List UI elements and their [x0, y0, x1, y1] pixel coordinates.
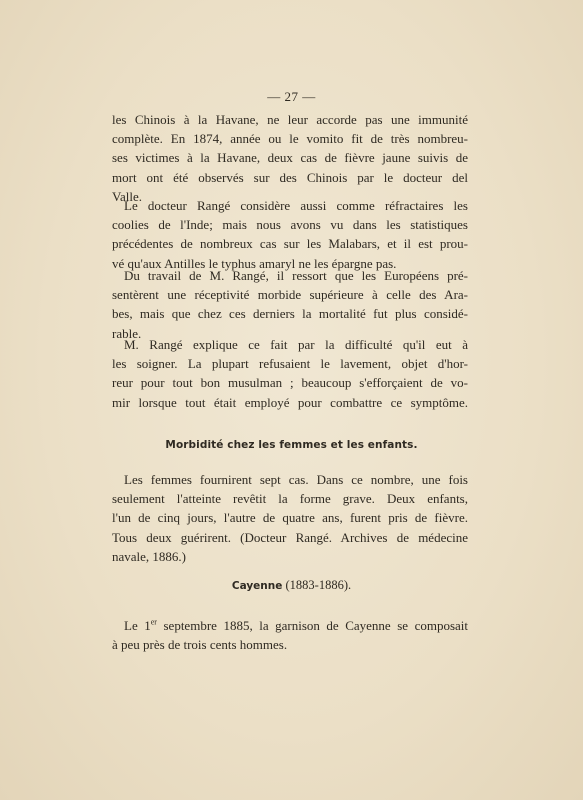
text-fragment: Le 1	[124, 618, 151, 633]
text-line: Les femmes fournirent sept cas. Dans ce nombre, une fois	[124, 472, 468, 487]
text-line: les soigner. La plupart refusaient le lavement, objet d'hor-	[112, 356, 468, 372]
paragraph-1	[112, 110, 468, 206]
page-number: — 27 —	[267, 89, 316, 104]
cayenne-heading	[0, 578, 583, 593]
text-line: Du travail de M. Rangé, il ressort que les Européens pré-	[124, 268, 468, 283]
text-line: rable.	[112, 325, 142, 341]
section-paragraph	[112, 470, 468, 566]
text-line: Le docteur Rangé considère aussi comme réfractaires les	[124, 198, 468, 213]
cayenne-title: Cayenne	[231, 580, 283, 592]
text-line: mort ont été observés sur des Chinois par le docteur del	[112, 169, 468, 185]
text-line: Valle.	[112, 188, 142, 204]
text-line: les Chinois à la Havane, ne leur accorde pas une immunité	[112, 112, 468, 127]
text-line: Tous deux guérirent. (Docteur Rangé. Archives de médecine	[112, 529, 468, 545]
text-line: M. Rangé explique ce fait par la difficulté qu'il eut à	[124, 337, 468, 352]
text-line: mir lorsque tout était employé pour combattre ce symptôme.	[112, 394, 468, 410]
text-line: sentèrent une réceptivité morbide supérieure à celle des Ara-	[112, 287, 468, 303]
paragraph-3	[112, 266, 468, 343]
paragraph-2	[112, 196, 468, 273]
text-line: l'un de cinq jours, l'autre de quatre ans, furent pris de fièvre.	[112, 510, 468, 526]
cayenne-paragraph	[112, 616, 468, 654]
text-line: navale, 1886.)	[112, 548, 187, 564]
text-line	[112, 616, 468, 635]
text-line: bes, mais que chez ces derniers la mortalité fut plus considé-	[112, 306, 468, 322]
superscript: er	[150, 617, 157, 627]
text-fragment: septembre 1885, la garnison de Cayenne se composait	[156, 618, 469, 633]
paragraph-4	[112, 335, 468, 412]
text-line: reur pour tout bon musulman ; beaucoup s'efforçaient de vo-	[112, 375, 468, 391]
text-line: vé qu'aux Antilles le typhus amaryl ne les épargne pas.	[112, 255, 397, 271]
text-line: à peu près de trois cents hommes.	[112, 637, 288, 653]
text-line: coolies de l'Inde; mais nous avons vu dans les statistiques	[112, 217, 468, 233]
section-heading: Morbidité chez les femmes et les enfants.	[165, 439, 418, 451]
cayenne-years: (1883-1886).	[285, 578, 352, 592]
text-line: ses victimes à la Havane, deux cas de fièvre jaune suivis de	[112, 150, 468, 166]
text-line: complète. En 1874, année ou le vomito fit de très nombreu-	[112, 131, 468, 147]
text-line: précédentes de nombreux cas sur les Malabars, et il est prou-	[112, 236, 468, 252]
text-line: seulement l'atteinte revêtit la forme grave. Deux enfants,	[112, 491, 468, 507]
